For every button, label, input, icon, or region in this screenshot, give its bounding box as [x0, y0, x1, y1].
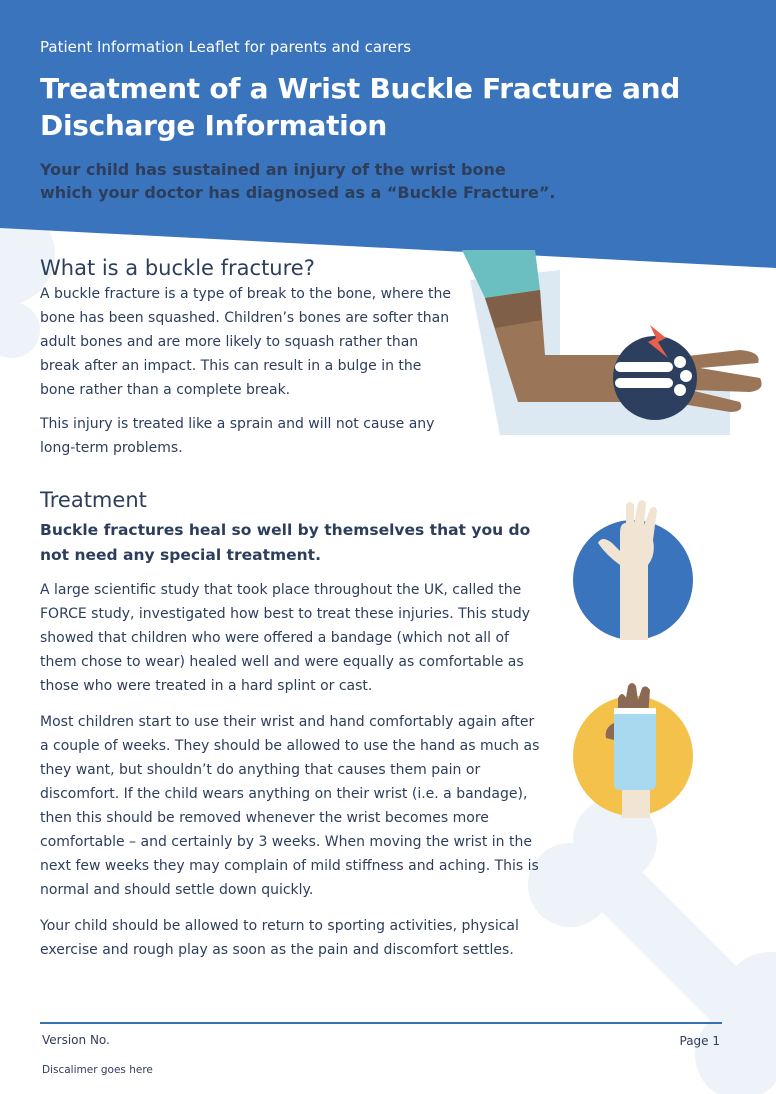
treatment-paragraph: Most children start to use their wrist and hand comfortably again after a couple of weeks. They should be allowed to use the hand as much as they want, but shouldn’t do anything that causes them pain or discomfort. If the child wears anything on their wrist (i.e. a bandage), then this should be removed whenever the wrist becomes more comfortable – and certainly by 3 weeks. When moving the wrist in the next few weeks they may complain of mild stiffness and aching. This is normal and should settle down quickly. — [40, 714, 540, 898]
treatment-section — [40, 488, 545, 962]
page-title: Treatment of a Wrist Buckle Fracture and Discharge Information — [40, 72, 680, 142]
page-number: Page 1 — [679, 1034, 720, 1048]
bandaged-hand-illustration — [570, 678, 700, 823]
footer-divider — [40, 1022, 722, 1024]
treatment-lead: Buckle fractures heal so well by themselves that you do not need any special treatment. — [40, 521, 531, 564]
what-is-heading: What is a buckle fracture? — [40, 256, 315, 280]
arm-xray-illustration — [440, 250, 776, 440]
open-hand-illustration — [570, 495, 700, 645]
intro-text: Your child has sustained an injury of the wrist bone which your doctor has diagnosed as a “Buckle Fracture”. — [40, 160, 556, 202]
what-is-section — [40, 256, 460, 460]
leaflet-subtitle: Patient Information Leaflet for parents and carers — [40, 38, 412, 56]
what-is-paragraph: This injury is treated like a sprain and will not cause any long-term problems. — [40, 416, 435, 456]
treatment-paragraph: A large scientific study that took place throughout the UK, called the FORCE study, investigated how best to treat these injuries. This study showed that children who were offered a bandage (which not all of them chose to wear) healed well and were equally as comfortable as those who were treated in a hard splint or cast. — [40, 582, 530, 694]
version-label: Version No. — [42, 1033, 110, 1047]
treatment-heading: Treatment — [40, 488, 147, 512]
main-content — [40, 256, 540, 958]
disclaimer-text: Discalimer goes here — [42, 1064, 153, 1076]
treatment-paragraph: Your child should be allowed to return to sporting activities, physical exercise and rough play as soon as the pain and discomfort settles. — [40, 918, 519, 958]
header-banner — [0, 0, 776, 270]
what-is-paragraph: A buckle fracture is a type of break to the bone, where the bone has been squashed. Children’s bones are softer than adult bones and are more likely to squash rather than break after an impact. This can result in a bulge in the bone rather than a complete break. — [40, 286, 451, 398]
